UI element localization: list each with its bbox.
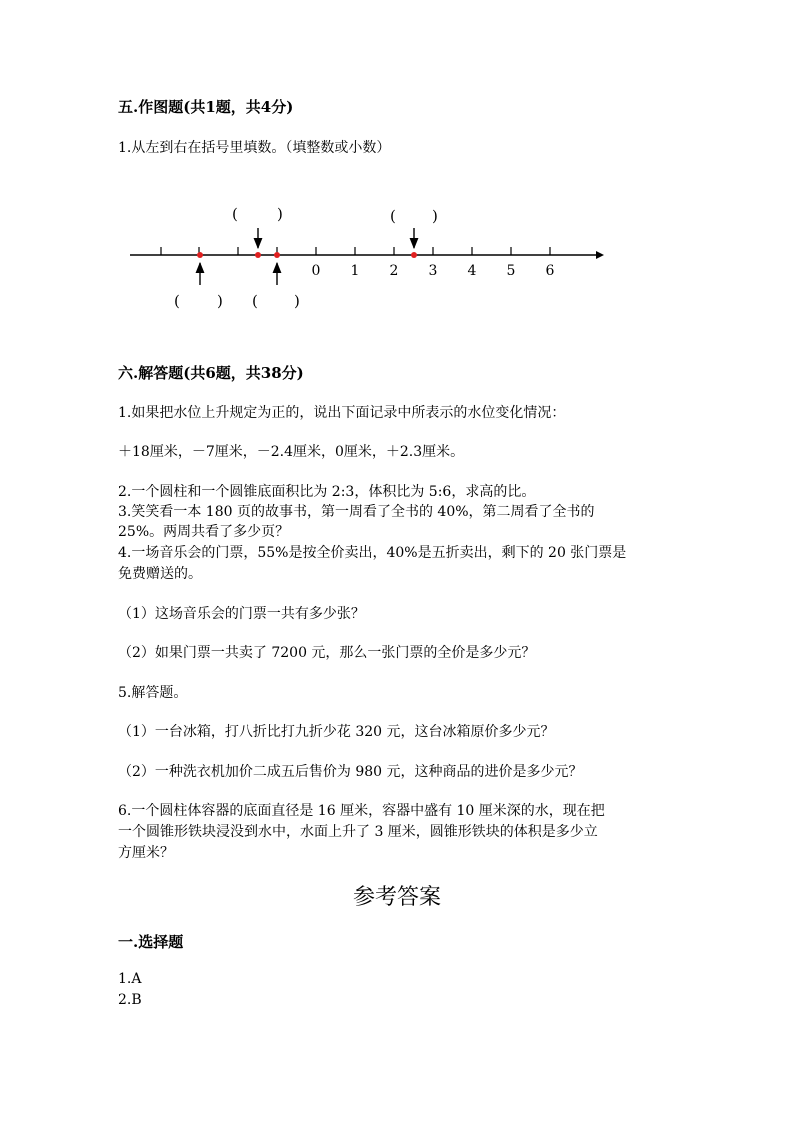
answer-bracket-close: ) [277,205,283,223]
tick-label-3: 3 [428,263,438,279]
section6-question-6-line-3: 方厘米？ [118,845,174,861]
section6-question-4-sub-1: （1）这场音乐会的门票一共有多少张？ [118,606,365,622]
tick-label-0: 0 [311,263,321,279]
number-line-tick-labels [312,263,555,279]
number-line-point [255,252,261,258]
answer-bracket-open: ( [252,292,258,310]
answer-bracket-close: ) [217,292,223,310]
number-line-point [411,252,417,258]
tick-label-6: 6 [545,263,555,279]
answer-2: 2.B [118,992,142,1008]
answer-bracket-close: ) [294,292,300,310]
section6-heading: 六.解答题(共6题，共38分) [118,364,304,382]
number-line-figure [0,195,794,315]
tick-label-2: 2 [389,263,399,279]
section6-question-4-sub-2: （2）如果门票一共卖了 7200 元，那么一张门票的全价是多少元？ [118,645,536,661]
number-line-ticks [161,247,550,255]
answers-title: 参考答案 [352,885,441,910]
answer-bracket-open: ( [232,205,238,223]
section6-question-4-line-1: 4.一场音乐会的门票，55%是按全价卖出，40%是五折卖出，剩下的 20 张门票是 [118,545,627,561]
section5-heading: 五.作图题(共1题，共4分) [118,98,294,116]
tick-label-4: 4 [467,263,477,279]
section6-question-3-line-2: 25%。两周共看了多少页？ [118,524,290,540]
answers-section1-heading: 一.选择题 [118,933,184,951]
answer-1: 1.A [118,971,142,987]
section6-question-5-sub-2: （2）一种洗衣机加价二成五后售价为 980 元，这种商品的进价是多少元？ [118,764,583,780]
section6-question-6-line-1: 6.一个圆柱体容器的底面直径是 16 厘米，容器中盛有 10 厘米深的水，现在把 [118,803,605,819]
tick-label-5: 5 [506,263,516,279]
section6-question-3-line-1: 3.笑笑看一本 180 页的故事书，第一周看了全书的 40%，第二周看了全书的 [118,504,595,520]
section6-question-2: 2.一个圆柱和一个圆锥底面积比为 2:3，体积比为 5:6，求高的比。 [118,484,536,500]
section6-question-1-line-1: 1.如果把水位上升规定为正的，说出下面记录中所表示的水位变化情况： [118,405,566,421]
answer-bracket-close: ) [432,207,438,225]
section6-question-4-line-2: 免费赠送的。 [118,566,202,582]
number-line-point [274,252,280,258]
answer-bracket-open: ( [390,207,396,225]
section6-question-5: 5.解答题。 [118,685,188,701]
number-line-point [197,252,203,258]
tick-label-1: 1 [350,263,360,279]
section6-question-6-line-2: 一个圆锥形铁块浸没到水中，水面上升了 3 厘米，圆锥形铁块的体积是多少立 [118,824,598,840]
number-line-arrowhead [596,251,604,259]
section6-question-5-sub-1: （1）一台冰箱，打八折比打九折少花 320 元，这台冰箱原价多少元？ [118,724,555,740]
answer-bracket-open: ( [174,292,180,310]
section6-question-1-line-2: ＋18厘米，－7厘米，－2.4厘米，0厘米，＋2.3厘米。 [118,444,465,460]
section5-question-1: 1.从左到右在括号里填数。（填整数或小数） [118,140,391,156]
